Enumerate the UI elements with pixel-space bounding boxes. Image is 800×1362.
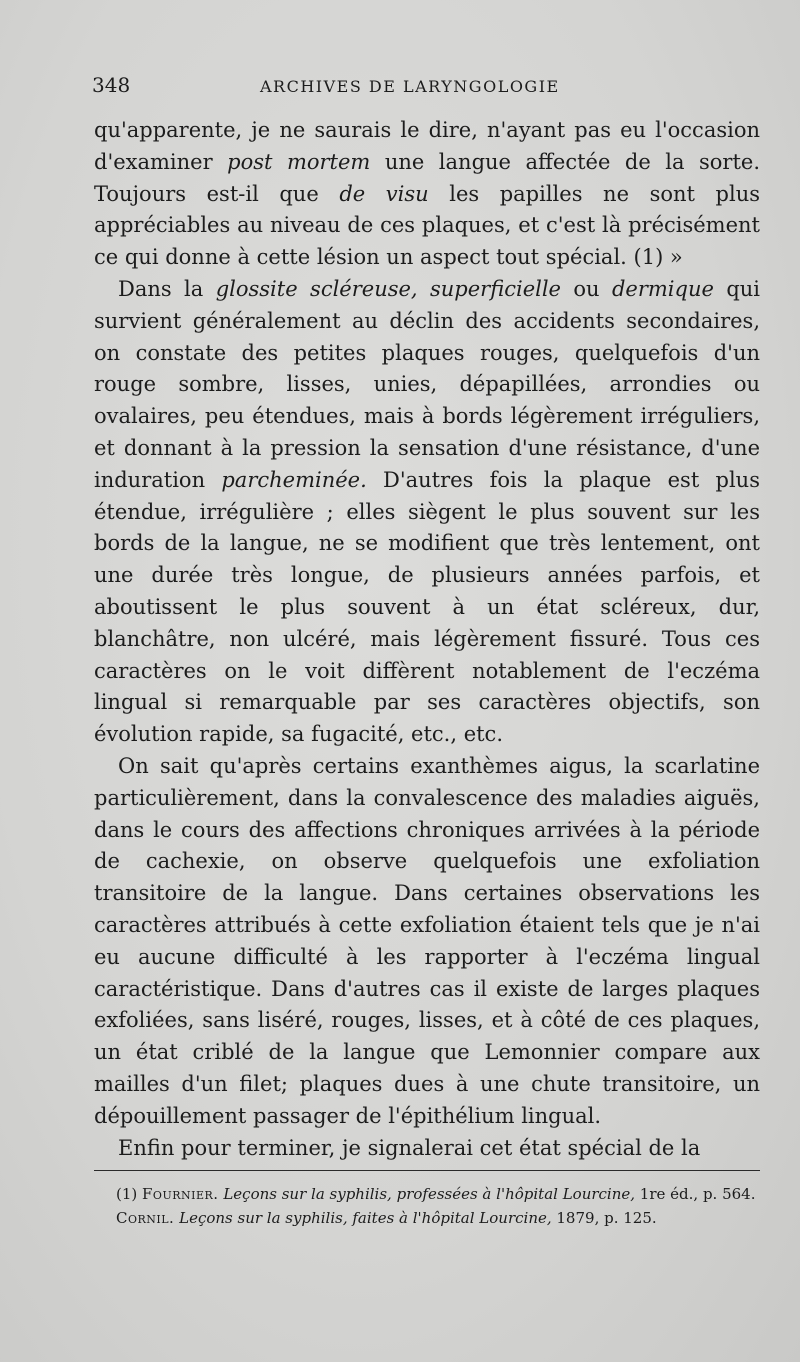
text-run: 1re éd., p. 564. [635, 1185, 756, 1203]
text-run: ou [561, 276, 612, 301]
footnote-2 [94, 1206, 760, 1230]
footnote-1 [94, 1182, 760, 1206]
italic-text: de visu [339, 181, 429, 206]
paragraph-3 [94, 751, 760, 1133]
text-run: une langue affectée de la sorte. Toujours est-il que [94, 149, 761, 206]
page-number: 348 [92, 73, 131, 97]
text-run: les papilles ne sont plus appréciables au niveau de ces plaques, et c'est là précisément ce qui donne à cette lésion un aspect tout spécial. (1) » [94, 181, 760, 270]
text-run: qu'apparente, je ne saurais le dire, n'ayant pas eu l'occasion d'examiner [94, 118, 760, 174]
italic-text: post mortem [227, 149, 371, 174]
author-name: Fournier. [142, 1185, 219, 1203]
paragraph-2 [94, 274, 760, 751]
text-run: qui survient généralement au déclin des accidents secondaires, on constate des petites plaques rouges, quelquefois d'un rouge sombre, lisses, unies, dépapillées, arrondies ou ovalaires, peu étendues, mais à bords légèrement irréguliers, et donnant à la pression la sensation d'une résistance, d'une induration [94, 276, 761, 492]
page-header [92, 70, 762, 100]
footnote-divider [94, 1170, 760, 1171]
paragraph-4 [94, 1133, 760, 1165]
text-run: On sait qu'après certains exanthèmes aigus, la scarlatine particulièrement, dans la convalescence des maladies aiguës, dans le cours des affections chroniques arrivées à la période de cachexie, on observe quelquefois une exfoliation transitoire de la langue. Dans certaines observations les caractères attribués à cette exfoliation étaient tels que je n'ai eu aucune difficulté à les rapporter à l'eczéma lingual caractéristique. Dans d'autres cas il existe de larges plaques exfoliées, sans liséré, rouges, lisses, et à côté de ces plaques, un état criblé de la langue que Lemonnier compare aux mailles d'un filet; plaques dues à une chute transitoire, un dépouillement passager de l'épithélium lingual. [94, 753, 760, 1128]
italic-text: Leçons sur la syphilis, faites à l'hôpital Lourcine, [179, 1209, 552, 1227]
text-run: Dans la [118, 276, 216, 301]
paragraph-1 [94, 115, 760, 274]
footnotes [94, 1182, 760, 1230]
body-text [94, 115, 760, 1164]
italic-text: Leçons sur la syphilis, professées à l'hôpital Lourcine, [223, 1185, 636, 1203]
text-run: (1) [116, 1185, 143, 1203]
author-name: Cornil. [116, 1209, 175, 1227]
text-run: 1879, p. 125. [551, 1209, 657, 1227]
running-head: ARCHIVES DE LARYNGOLOGIE [260, 77, 560, 96]
text-run: Enfin pour terminer, je signalerai cet état spécial de la [118, 1135, 701, 1160]
italic-text: parcheminée. [221, 467, 367, 492]
italic-text: glossite scléreuse, superficielle [215, 276, 561, 301]
text-run: D'autres fois la plaque est plus étendue, irrégulière ; elles siègent le plus souvent sur les bords de la langue, ne se modifient que très lentement, ont une durée très longue, de plusieurs années parfois, et aboutissent le plus souvent à un état scléreux, dur, blanchâtre, non ulcéré, mais légèrement fissuré. Tous ces caractères on le voit diffèrent notablement de l'eczéma lingual si remarquable par ses caractères objectifs, son évolution rapide, sa fugacité, etc., etc. [94, 467, 760, 747]
italic-text: dermique [611, 276, 714, 301]
